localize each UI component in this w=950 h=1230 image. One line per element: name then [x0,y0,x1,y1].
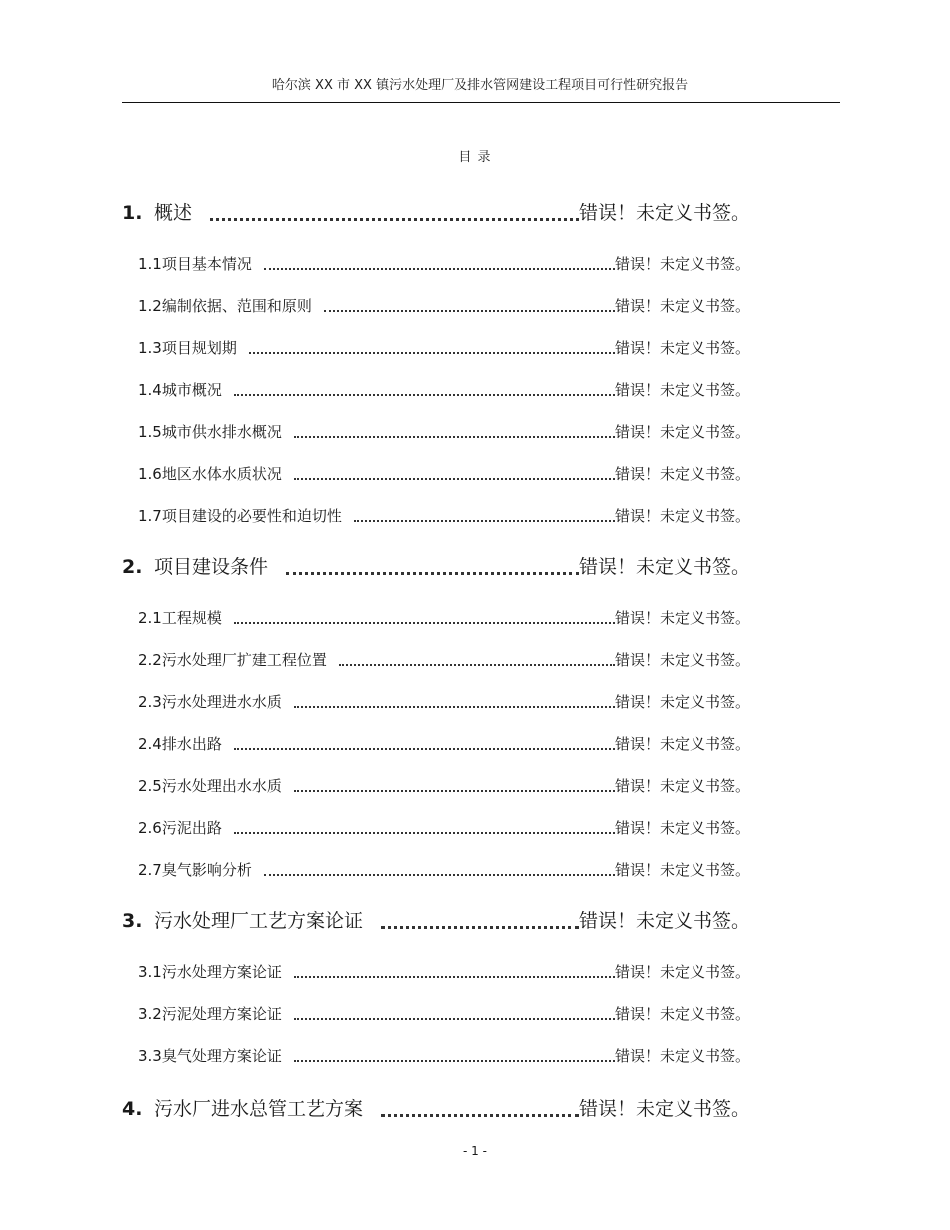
toc-entry-number: 1.2 [138,297,162,315]
toc-entry-number: 2.4 [138,735,162,753]
toc-dot-leader [294,789,615,792]
toc-entry-number: 3.2 [138,1005,162,1023]
toc-dot-leader [264,873,615,876]
toc-entry-number: 3. [122,910,143,932]
page-number: - 1 - [463,1144,487,1158]
toc-entry-label: 污水处理进水水质 [161,693,282,711]
toc-section-entry[interactable] [138,691,750,712]
toc-entry-label: 项目建设条件 [154,556,269,578]
toc-entry-number: 2.2 [138,651,162,669]
toc-dot-leader [294,975,615,978]
toc-page-reference: 错误！未定义书签。 [614,465,750,483]
toc-section-entry[interactable] [138,1003,750,1024]
toc-entry-label: 工程规模 [161,609,222,627]
toc-entry-number: 2.5 [138,777,162,795]
toc-page-reference: 错误！未定义书签。 [614,297,750,315]
toc-entry-number: 3.3 [138,1047,162,1065]
toc-section-entry[interactable] [138,337,750,358]
toc-entry-number: 2.7 [138,861,162,879]
toc-dot-leader [324,309,615,312]
toc-chapter-entry[interactable] [122,906,750,933]
toc-entry-number: 2.3 [138,693,162,711]
toc-section-entry[interactable] [138,253,750,274]
toc-section-entry[interactable] [138,817,750,838]
toc-entry-label: 编制依据、范围和原则 [161,297,312,315]
toc-page-reference: 错误！未定义书签。 [614,381,750,399]
toc-section-entry[interactable] [138,961,750,982]
toc-entry-label: 城市概况 [161,381,222,399]
toc-page-reference: 错误！未定义书签。 [614,507,750,525]
toc-dot-leader [294,435,615,438]
toc-section-entry[interactable] [138,421,750,442]
toc-page-reference: 错误！未定义书签。 [578,202,750,224]
toc-entry-label: 地区水体水质状况 [161,465,282,483]
toc-entry-label: 项目基本情况 [161,255,252,273]
toc-section-entry[interactable] [138,505,750,526]
toc-chapter-entry[interactable] [122,198,750,225]
toc-page-reference: 错误！未定义书签。 [614,651,750,669]
toc-dot-leader [294,1017,615,1020]
toc-entry-number: 4. [122,1098,143,1120]
toc-section-entry[interactable] [138,733,750,754]
toc-page-reference: 错误！未定义书签。 [614,255,750,273]
toc-dot-leader [294,705,615,708]
toc-entry-number: 2.6 [138,819,162,837]
toc-dot-leader [210,217,579,221]
toc-entry-label: 臭气处理方案论证 [161,1047,282,1065]
toc-entry-label: 臭气影响分析 [161,861,252,879]
header-divider [122,102,840,103]
toc-section-entry[interactable] [138,1045,750,1066]
toc-page-reference: 错误！未定义书签。 [614,1047,750,1065]
toc-dot-leader [264,267,615,270]
toc-dot-leader [286,571,579,575]
toc-page-reference: 错误！未定义书签。 [614,693,750,711]
toc-entry-label: 污水处理方案论证 [161,963,282,981]
toc-entry-number: 1.1 [138,255,162,273]
toc-title: 目 录 [458,150,492,165]
toc-dot-leader [234,621,615,624]
toc-section-entry[interactable] [138,379,750,400]
toc-page-reference: 错误！未定义书签。 [614,963,750,981]
toc-entry-label: 项目建设的必要性和迫切性 [161,507,342,525]
toc-dot-leader [234,747,615,750]
toc-page-reference: 错误！未定义书签。 [614,1005,750,1023]
toc-dot-leader [249,351,615,354]
toc-entry-label: 污水厂进水总管工艺方案 [154,1098,364,1120]
toc-entry-number: 1.4 [138,381,162,399]
toc-dot-leader [294,1059,615,1062]
toc-entry-label: 污水处理出水水质 [161,777,282,795]
toc-entry-label: 污水处理厂工艺方案论证 [154,910,364,932]
toc-entry-label: 污泥处理方案论证 [161,1005,282,1023]
toc-entry-number: 1.3 [138,339,162,357]
toc-entry-label: 污泥出路 [161,819,222,837]
toc-entry-label: 排水出路 [161,735,222,753]
toc-page-reference: 错误！未定义书签。 [614,861,750,879]
toc-dot-leader [339,663,615,666]
toc-dot-leader [234,831,615,834]
toc-dot-leader [381,925,579,929]
toc-dot-leader [354,519,615,522]
toc-entry-label: 概述 [154,202,193,224]
toc-entry-number: 1.5 [138,423,162,441]
toc-section-entry[interactable] [138,463,750,484]
toc-dot-leader [294,477,615,480]
toc-page-reference: 错误！未定义书签。 [578,910,750,932]
toc-entry-number: 3.1 [138,963,162,981]
toc-page-reference: 错误！未定义书签。 [614,819,750,837]
toc-entry-number: 2.1 [138,609,162,627]
toc-entry-label: 项目规划期 [161,339,237,357]
toc-section-entry[interactable] [138,859,750,880]
toc-dot-leader [234,393,615,396]
toc-dot-leader [381,1113,579,1117]
toc-entry-label: 城市供水排水概况 [161,423,282,441]
toc-section-entry[interactable] [138,775,750,796]
page-header-title: 哈尔滨 XX 市 XX 镇污水处理厂及排水管网建设工程项目可行性研究报告 [271,78,689,93]
toc-entry-number: 1.7 [138,507,162,525]
toc-page-reference: 错误！未定义书签。 [614,609,750,627]
toc-section-entry[interactable] [138,649,750,670]
toc-section-entry[interactable] [138,295,750,316]
toc-page-reference: 错误！未定义书签。 [614,735,750,753]
toc-page-reference: 错误！未定义书签。 [578,1098,750,1120]
toc-section-entry[interactable] [138,607,750,628]
toc-page-reference: 错误！未定义书签。 [614,777,750,795]
toc-entry-label: 污水处理厂扩建工程位置 [161,651,327,669]
toc-page-reference: 错误！未定义书签。 [578,556,750,578]
toc-entry-number: 2. [122,556,143,578]
toc-page-reference: 错误！未定义书签。 [614,423,750,441]
toc-page-reference: 错误！未定义书签。 [614,339,750,357]
toc-chapter-entry[interactable] [122,552,750,579]
toc-entry-number: 1. [122,202,143,224]
toc-chapter-entry[interactable] [122,1094,750,1121]
toc-entry-number: 1.6 [138,465,162,483]
